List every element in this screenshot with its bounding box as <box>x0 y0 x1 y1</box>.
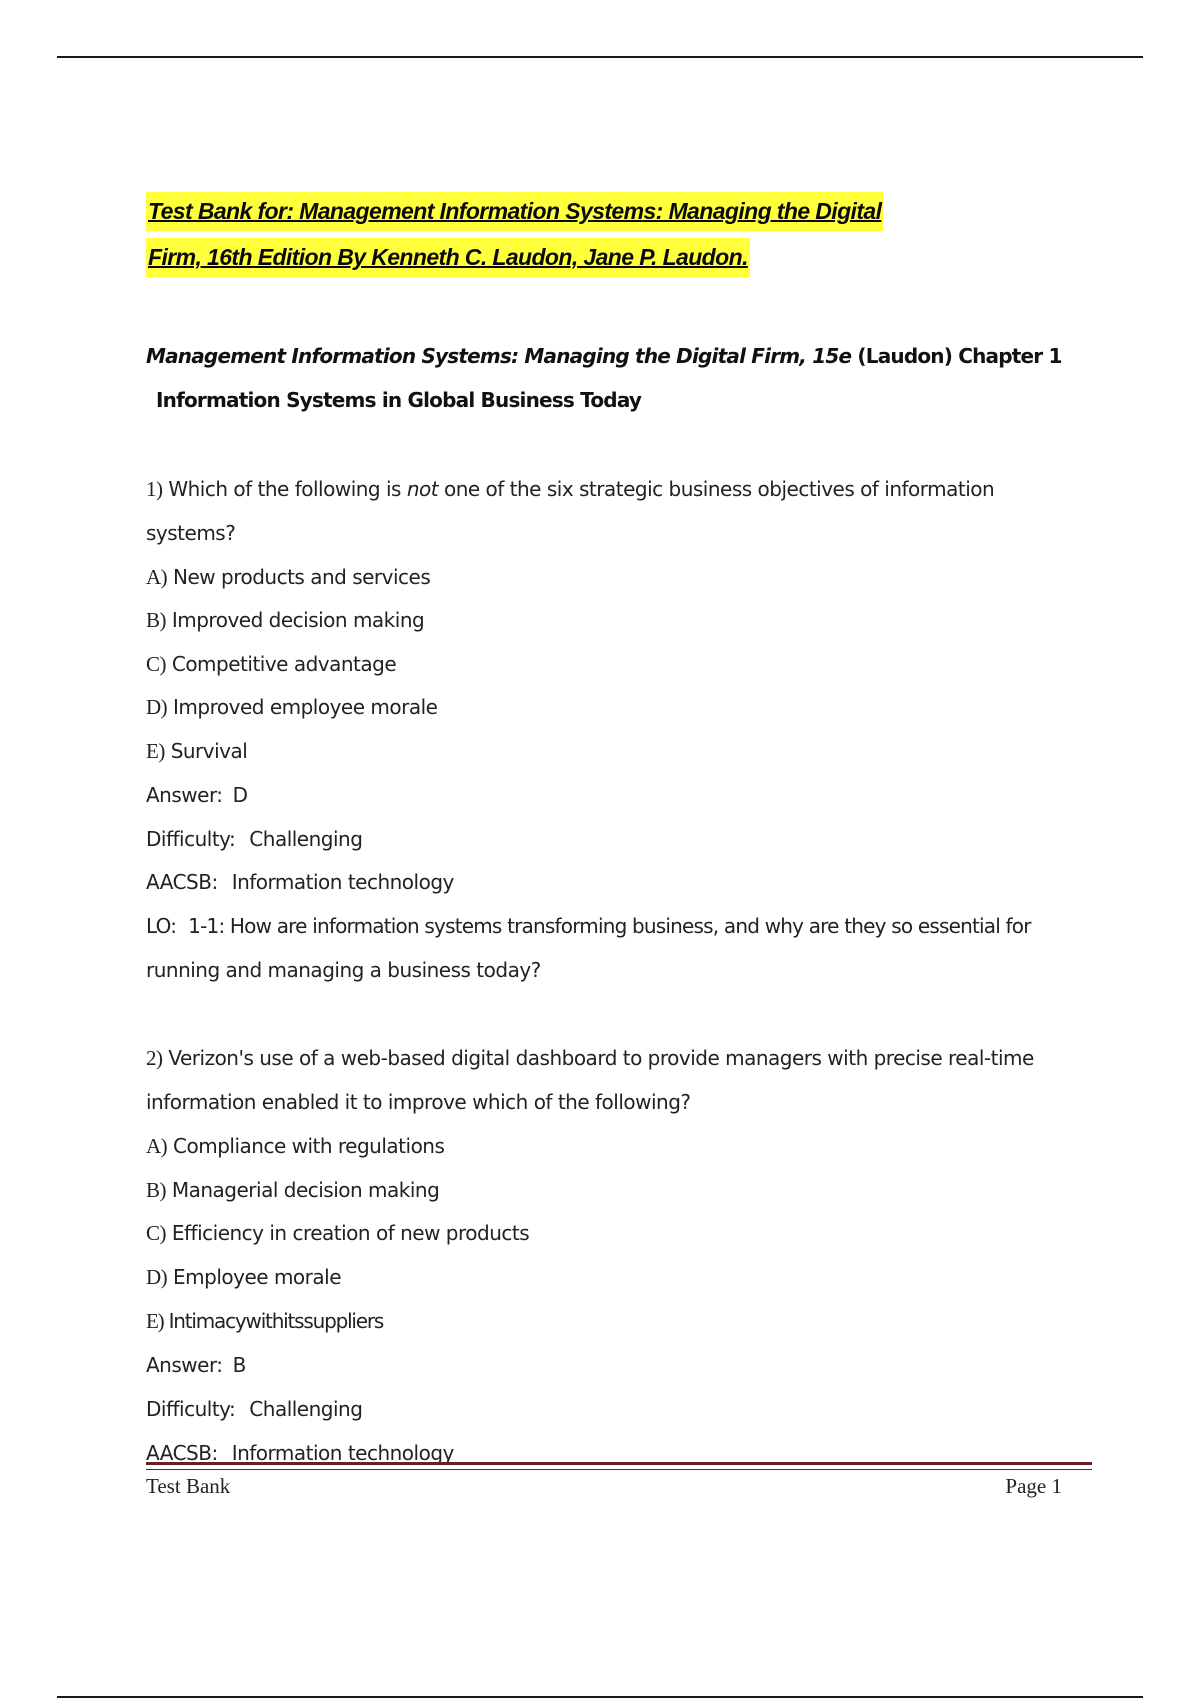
question-2-option-c: C) Efficiency in creation of new products <box>146 1221 530 1245</box>
chapter-title: Information Systems in Global Business Today <box>156 388 642 412</box>
top-page-rule <box>57 56 1143 58</box>
question-1-option-a: A) New products and services <box>146 565 431 589</box>
question-1-difficulty: Difficulty: Challenging <box>146 827 363 851</box>
question-number: 1) <box>146 477 163 501</box>
footer-rule <box>146 1462 1092 1465</box>
question-2-stem: 2) Verizon's use of a web-based digital dashboard to provide managers with precise real-time <box>146 1046 1034 1070</box>
page-number: Page 1 <box>1005 1474 1062 1498</box>
footer-label: Test Bank <box>146 1474 231 1498</box>
question-1-lo: LO: 1-1: How are information systems transforming business, and why are they so essential for <box>146 914 1031 938</box>
question-2-option-b: B) Managerial decision making <box>146 1178 440 1202</box>
chapter-heading <box>146 344 1062 368</box>
question-number: 2) <box>146 1046 163 1070</box>
question-1-option-b: B) Improved decision making <box>146 608 425 632</box>
question-1-option-c: C) Competitive advantage <box>146 652 397 676</box>
question-1-stem-cont: systems? <box>146 521 236 545</box>
question-1-option-d: D) Improved employee morale <box>146 695 438 719</box>
question-2-difficulty: Difficulty: Challenging <box>146 1397 363 1421</box>
question-2-answer: Answer: B <box>146 1353 246 1377</box>
question-1-answer: Answer: D <box>146 783 248 807</box>
author-chapter: (Laudon) Chapter 1 <box>851 344 1062 368</box>
question-2-option-d: D) Employee morale <box>146 1265 341 1289</box>
document-title <box>146 192 1046 284</box>
book-title: Management Information Systems: Managing the Digital Firm, 15e <box>146 344 852 368</box>
question-1-aacsb: AACSB: Information technology <box>146 870 454 894</box>
question-1-stem: 1) Which of the following is not one of the six strategic business objectives of information <box>146 477 995 501</box>
question-2-aacsb: AACSB: Information technology <box>146 1441 454 1465</box>
footer-rule-thin <box>146 1469 1092 1470</box>
title-line-2: Firm, 16th Edition By Kenneth C. Laudon, Jane P. Laudon. <box>146 238 750 277</box>
question-2-stem-cont: information enabled it to improve which of the following? <box>146 1090 691 1114</box>
question-2-option-e: E) Intimacywithitssuppliers <box>146 1309 384 1333</box>
emphasis-text: not <box>406 477 439 501</box>
title-line-1: Test Bank for: Management Information Systems: Managing the Digital <box>146 192 883 231</box>
question-1-lo-cont: running and managing a business today? <box>146 958 541 982</box>
bottom-page-rule <box>57 1696 1143 1698</box>
question-2-option-a: A) Compliance with regulations <box>146 1134 445 1158</box>
question-1-option-e: E) Survival <box>146 739 248 763</box>
